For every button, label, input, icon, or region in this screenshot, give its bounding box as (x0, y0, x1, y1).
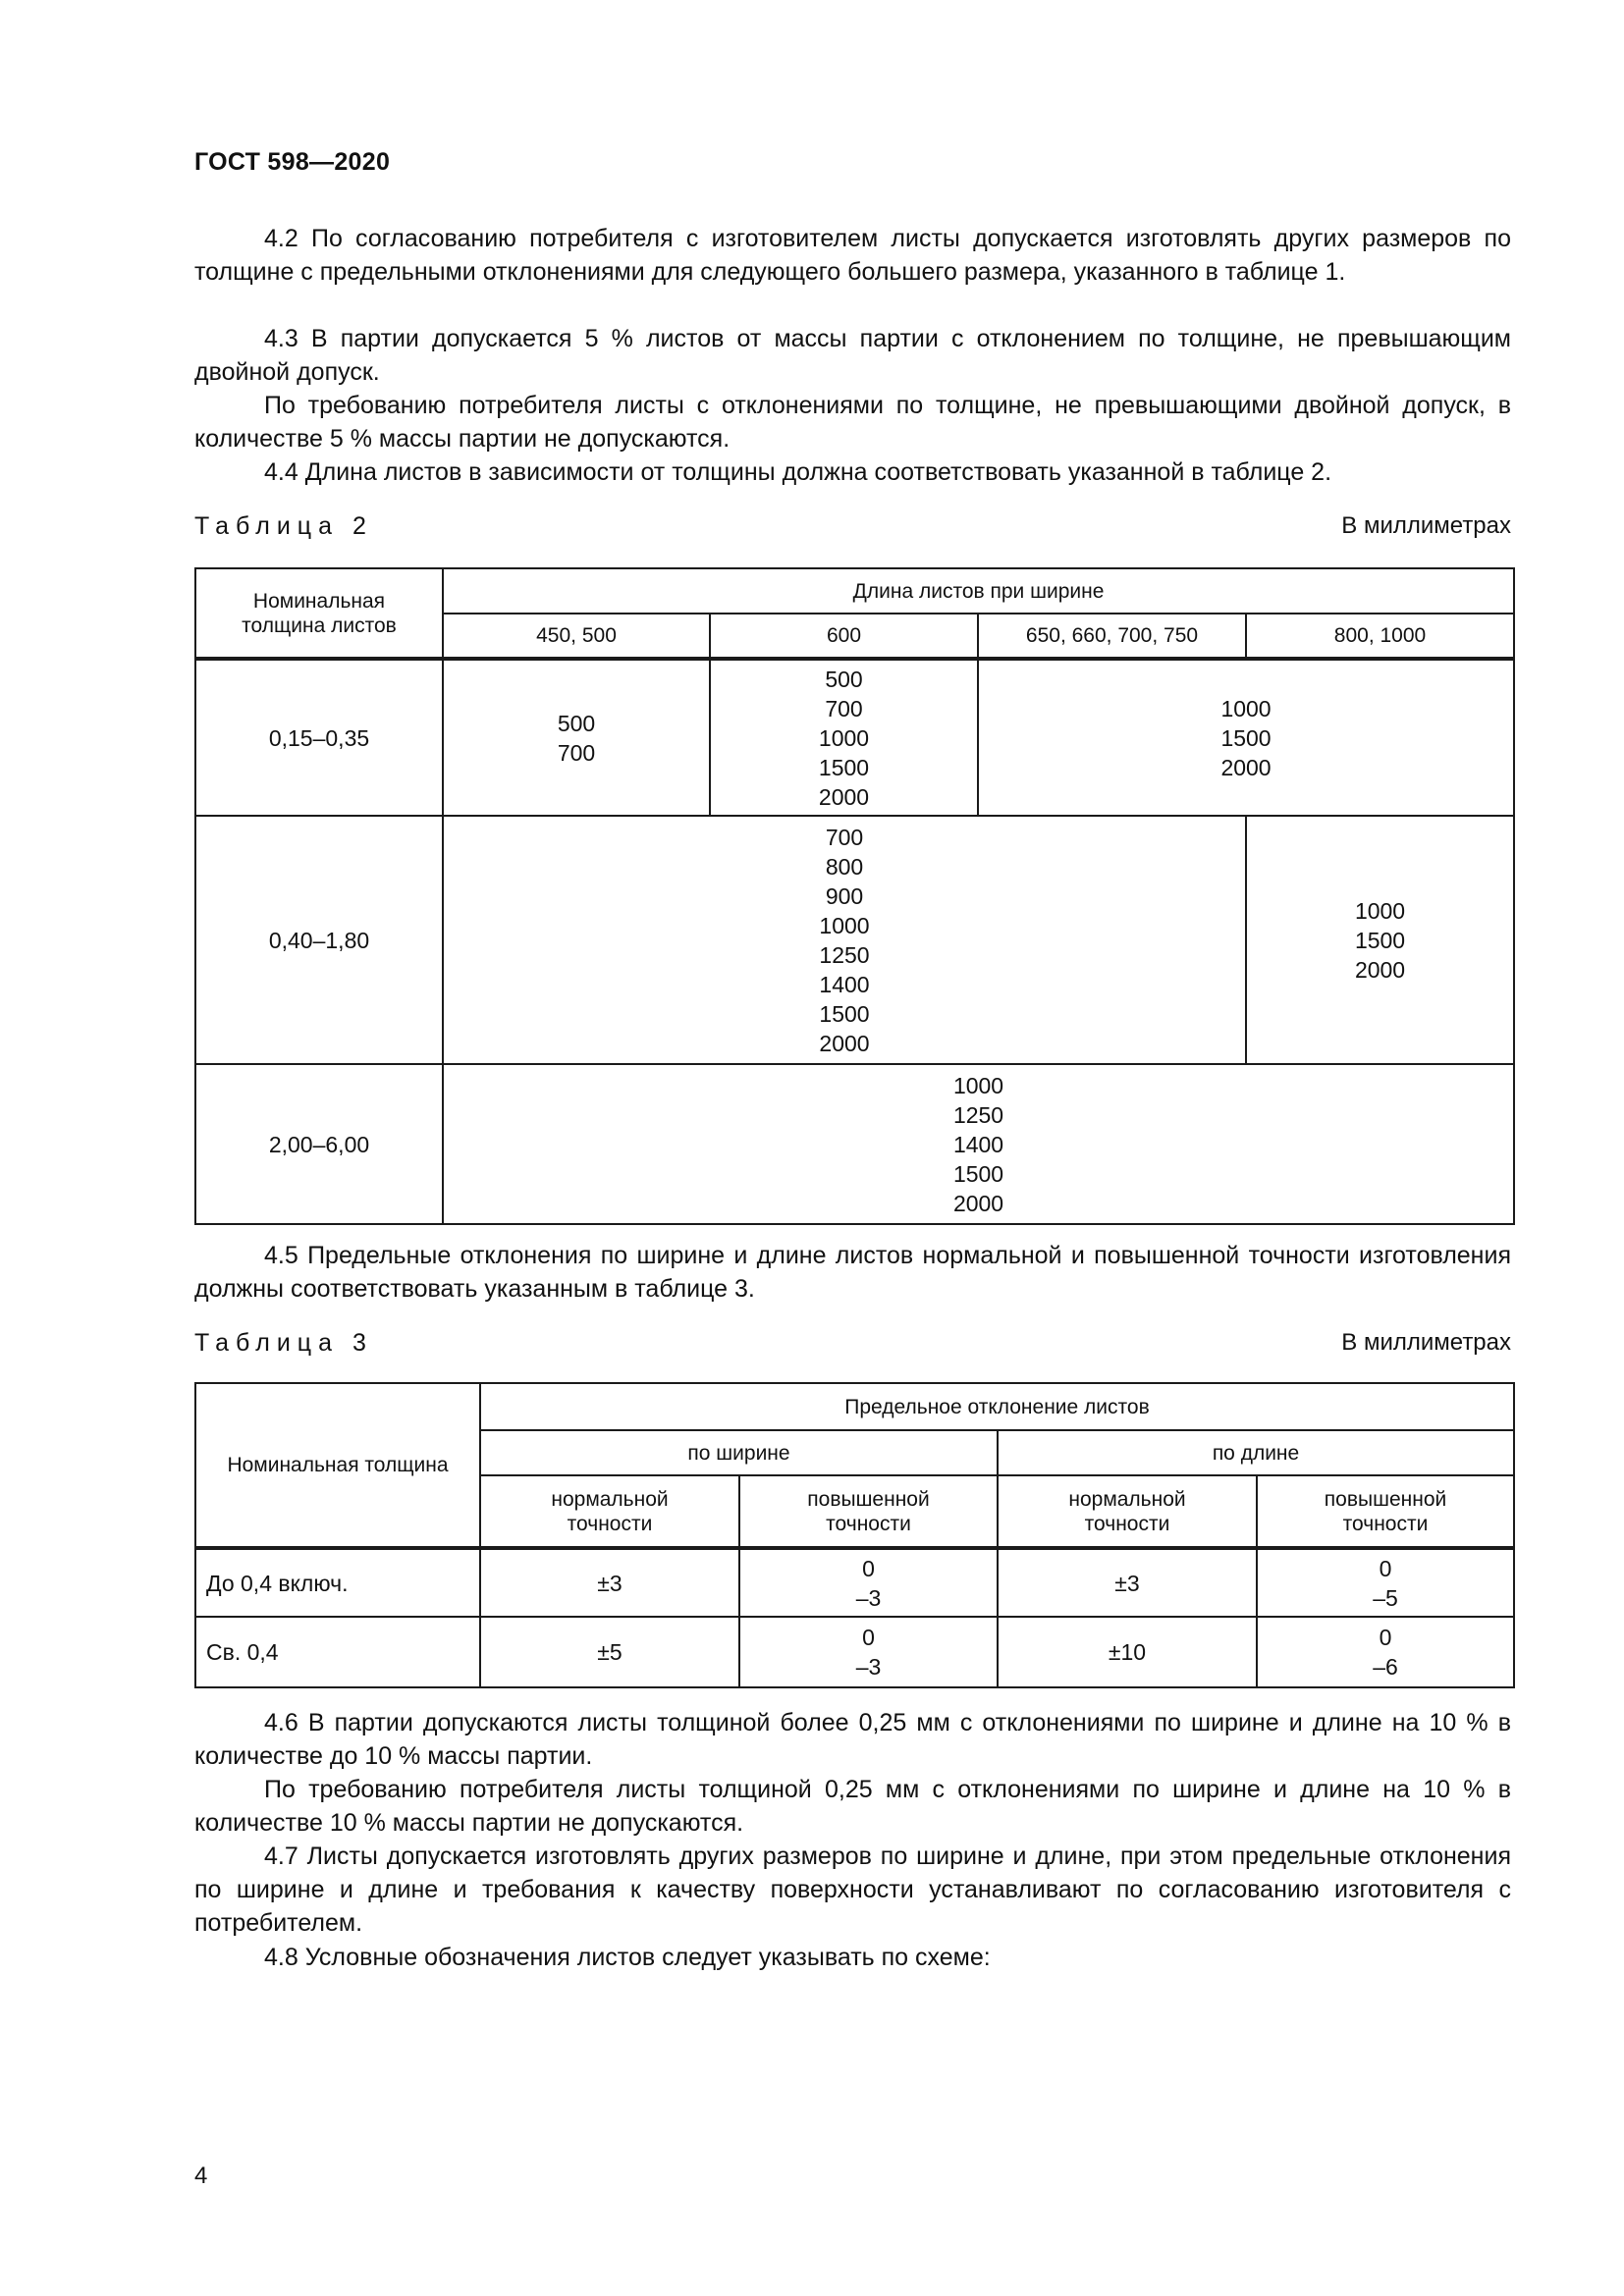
length-value: 1250 (952, 1101, 1004, 1128)
table-2 (194, 567, 1515, 1225)
table3-value-cell: ±10 (998, 1617, 1257, 1687)
length-value: 2000 (952, 1190, 1004, 1216)
table3-head-thickness: Номинальная толщина (195, 1383, 480, 1548)
length-value: 700 (825, 824, 864, 850)
paragraph-4-3: 4.3 В партии допускается 5 % листов от массы партии с отклонением по толщине, не превышающим двойной допуск. (194, 325, 1511, 386)
table3-head-width: по ширине (480, 1430, 998, 1475)
head-text: повышенной (1324, 1487, 1447, 1511)
paragraph-4-8: 4.8 Условные обозначения листов следует указывать по схеме: (264, 1944, 991, 1971)
dev-value: 0 (1379, 1625, 1392, 1650)
length-value: 1000 (819, 912, 870, 938)
table2-width-col: 600 (710, 614, 978, 659)
length-value: 1500 (952, 1160, 1004, 1187)
table3-value-cell (739, 1548, 998, 1617)
document-header: ГОСТ 598—2020 (194, 148, 391, 176)
table-3 (194, 1382, 1515, 1688)
table2-caption-row (194, 511, 1511, 541)
length-value: 900 (825, 882, 864, 909)
length-value: 1500 (1354, 927, 1406, 953)
table2-width-col: 450, 500 (443, 614, 710, 659)
dev-value: –6 (1373, 1654, 1398, 1680)
table2-thickness-cell: 0,15–0,35 (195, 659, 443, 816)
table2-unit: В миллиметрах (1341, 512, 1511, 539)
paragraph-4-6-note: По требованию потребителя листы толщиной 0,25 мм с отклонениями по ширине и длине на 10 % в количестве 10 % массы партии не допускаются. (194, 1776, 1511, 1837)
paragraph-4-6: 4.6 В партии допускаются листы толщиной более 0,25 мм с отклонениями по ширине и длине на 10 % в количестве до 10 % массы партии. (194, 1709, 1511, 1770)
table3-value-cell (1257, 1617, 1514, 1687)
table3-caption-row (194, 1328, 1511, 1358)
table3-head-length: по длине (998, 1430, 1514, 1475)
length-value: 1500 (818, 754, 870, 780)
table2-head-length: Длина листов при ширине (443, 568, 1514, 614)
table2-length-cell (978, 659, 1514, 816)
table3-value-cell: ±5 (480, 1617, 739, 1687)
paragraph-4-2: 4.2 По согласованию потребителя с изготовителем листы допускается изготовлять других размеров по толщине с предельными отклонениями для следующего большего размера, указанного в таблице 1. (194, 225, 1511, 286)
head-text: точности (1084, 1512, 1170, 1535)
length-value: 1250 (819, 941, 870, 968)
length-value: 2000 (818, 783, 870, 810)
paragraph-4-3-note: По требованию потребителя листы с отклонениями по толщине, не превышающими двойной допуск, в количестве 5 % массы партии не допускаются. (194, 392, 1511, 453)
dev-value: 0 (862, 1555, 875, 1581)
table3-value-cell (1257, 1548, 1514, 1617)
length-value: 2000 (1354, 956, 1406, 983)
length-value: 1000 (818, 724, 870, 751)
table2-width-col: 800, 1000 (1246, 614, 1514, 659)
paragraph-4-4: 4.4 Длина листов в зависимости от толщины должна соответствовать указанной в таблице 2. (264, 458, 1332, 486)
table2-length-cell (1246, 816, 1514, 1064)
head-text: нормальной (1068, 1487, 1186, 1511)
table3-value-cell: ±3 (480, 1548, 739, 1617)
dev-value: –3 (855, 1654, 882, 1680)
head-text: повышенной (807, 1487, 930, 1511)
length-value: 800 (825, 853, 864, 880)
length-value: 1000 (1220, 695, 1272, 721)
table3-value-cell: ±3 (998, 1548, 1257, 1617)
length-value: 700 (825, 695, 863, 721)
head-text: точности (567, 1512, 653, 1535)
table2-thickness-cell: 2,00–6,00 (195, 1064, 443, 1224)
table3-head-increased (739, 1475, 998, 1548)
length-value: 1400 (952, 1131, 1004, 1157)
paragraph-4-5: 4.5 Предельные отклонения по ширине и длине листов нормальной и повышенной точности изготовления должны соответствовать указанным в таблице 3. (194, 1242, 1511, 1303)
table2-caption: Таблица 2 (194, 512, 373, 540)
table3-caption: Таблица 3 (194, 1329, 373, 1357)
length-value: 700 (557, 739, 596, 766)
length-value: 1500 (1220, 724, 1272, 751)
table3-thickness-cell: До 0,4 включ. (195, 1548, 480, 1617)
table2-length-cell (443, 1064, 1514, 1224)
length-value: 500 (825, 666, 863, 692)
length-value: 1000 (1354, 897, 1406, 924)
table3-thickness-cell: Св. 0,4 (195, 1617, 480, 1687)
page-number: 4 (194, 2163, 208, 2189)
paragraph-4-7: 4.7 Листы допускается изготовлять других размеров по ширине и длине, при этом предельные отклонения по ширине и длине и требования к качеству поверхности устанавливают по согласованию изготовителя с потребителем. (194, 1842, 1511, 1937)
head-text: нормальной (551, 1487, 669, 1511)
table2-thickness-cell: 0,40–1,80 (195, 816, 443, 1064)
head-text: точности (1342, 1512, 1429, 1535)
length-value: 2000 (1220, 754, 1272, 780)
dev-value: 0 (1379, 1555, 1392, 1581)
length-value: 500 (557, 710, 596, 736)
dev-value: –5 (1373, 1584, 1398, 1611)
table3-unit: В миллиметрах (1341, 1329, 1511, 1356)
table2-length-cell (710, 659, 978, 816)
table2-length-cell (443, 816, 1246, 1064)
table3-head-normal (480, 1475, 739, 1548)
length-value: 2000 (819, 1030, 870, 1056)
head-text: точности (826, 1512, 911, 1535)
table3-head-deviation: Предельное отклонение листов (480, 1383, 1514, 1430)
table2-width-col: 650, 660, 700, 750 (978, 614, 1246, 659)
length-value: 1000 (952, 1072, 1004, 1098)
table3-head-increased (1257, 1475, 1514, 1548)
length-value: 1500 (819, 1000, 870, 1027)
length-value: 1400 (819, 971, 870, 997)
table3-head-normal (998, 1475, 1257, 1548)
dev-value: 0 (862, 1625, 875, 1650)
table2-head-thickness: Номинальная толщина листов (195, 568, 443, 659)
table3-value-cell (739, 1617, 998, 1687)
table2-length-cell (443, 659, 710, 816)
dev-value: –3 (855, 1584, 882, 1611)
